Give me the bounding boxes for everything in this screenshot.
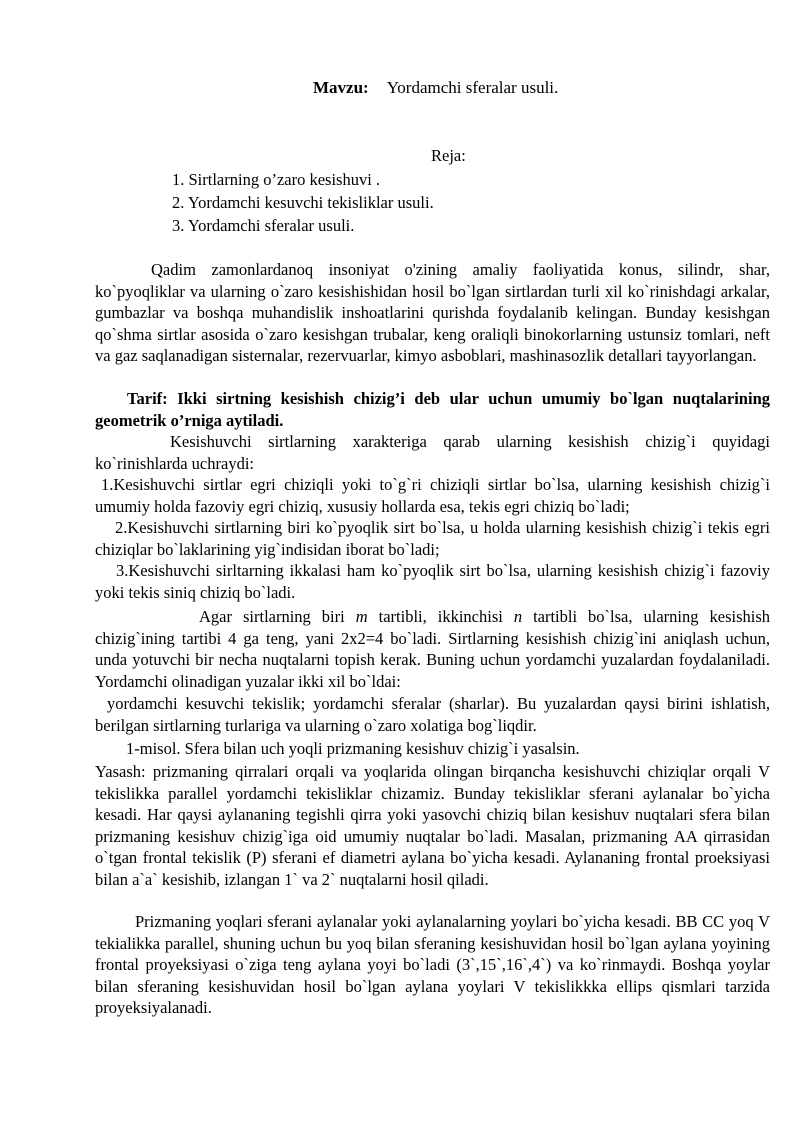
plan-heading: Reja: (431, 146, 466, 165)
title-text: Yordamchi sferalar usuli. (386, 78, 559, 97)
example-heading: 1-misol. Sfera bilan uch yoqli prizmaning kesishuv chizig`i yasalsin. (126, 739, 580, 758)
order-text-a: Agar sirtlarning biri (199, 607, 356, 626)
intro-paragraph: Qadim zamonlardanoq insoniyat o'zining amaliy faoliyatida konus, silindr, shar, ko`pyoqliklar va ularning o`zaro kesishishidan hosil bo`lgan sirtlardan turli xil ko`rinishdagi arkalar, gumbazlar va boshqa muhandislik inshoatlarini qurishda foydalanib kelingan. Bunday kesishgan qo`shma sirtlar asosida o`zaro kesishgan trubalar, keng oraliqli binokorlarning ustunsiz tomlari, neft va gaz saqlanadigan sisternalar, rezervuarlar, kimyo asboblari, mashinasozlik detallari tayyorlangan. (95, 260, 770, 366)
order-paragraph (95, 606, 770, 692)
solution-paragraph: Yasash: prizmaning qirralari orqali va yoqlarida olingan birqancha kesishuvchi chiziqlar orqali V tekislikka parallel yordamchi tekisliklar chizamiz. Bunday tekisliklar sferani aylanalar bo`yicha kesadi. Har qaysi aylananing tegishli qirra yoki yasovchi chiziq bilan kesishuv nuqtalari sfera bilan prizmaning kesishuv chizig`iga oid umumiy nuqtalar bo`ladi. Masalan, prizmaning AA qirrasidan o`tgan frontal tekislik (P) sferani ef diametri aylana bo`yicha kesadi. Aylananing frontal proeksiyasi bilan a`a` kesishib, izlangan 1` va 2` nuqtalarni hosil qiladi. (95, 762, 770, 889)
title-label: Mavzu: (313, 78, 369, 97)
definition-paragraph: Tarif: Ikki sirtning kesishish chizig’i deb ular uchun umumiy bo`lgan nuqtalarining geometrik o’rniga aytiladi. (95, 389, 770, 430)
faces-paragraph: Prizmaning yoqlari sferani aylanalar yoki aylanalarning yoylari bo`yicha kesadi. BB CC yoq V tekialikka parallel, shuning uchun bu yoq bilan sferaning kesishuvidan hosil bo`lgan aylana yoyining frontal proyeksiyasi o`ziga teng aylana yoyi bo`ladi (3`,15`,16`,4`) va ko`rinmaydi. Boshqa yoylar bilan sferaning kesishuvidan hosil bo`lgan aylana yoylari V tekislikkka ellips qismlari tarzida proyeksiyalanadi. (95, 912, 770, 1018)
order-n: n (513, 607, 523, 626)
case-1-paragraph: 1.Kesishuvchi sirtlar egri chiziqli yoki to`g`ri chiziqli sirtlar bo`lsa, ularning kesishish chizig`i umumiy holda fazoviy egri chiziq, xususiy hollarda esa, tekis egri chiziq bo`ladi; (95, 475, 770, 516)
plan-item: 3. Yordamchi sferalar usuli. (172, 216, 355, 235)
case-3-paragraph: 3.Kesishuvchi sirltarning ikkalasi ham ko`pyoqlik sirt bo`lsa, ularning kesishish chizig`i fazoviy yoki tekis siniq chiziq bo`ladi. (95, 561, 770, 602)
order-m: m (355, 607, 368, 626)
types-intro-paragraph: Kesishuvchi sirtlarning xarakteriga qarab ularning kesishish chizig`i quyidagi ko`rinishlarda uchraydi: (95, 432, 770, 473)
document-title (313, 77, 558, 99)
order-text-c: tartibli bo`lsa, ularning kesishish chizig`ining tartibi 4 ga teng, yani 2x2=4 bo`ladi. Sirtlarning kesishish chizig`ini aniqlash uchun, unda yotuvchi bir necha nuqtalarni topish kerak. Buning uchun yordamchi yuzalardan foydalaniladi. Yordamchi olinadigan yuzalar ikki xil bo`ldai: (95, 607, 770, 691)
auxiliary-surfaces-paragraph: yordamchi kesuvchi tekislik; yordamchi sferalar (sharlar). Bu yuzalardan qaysi birini ishlatish, berilgan sirtlarning turlariga va ularning o`zaro xolatiga bog`liqdir. (95, 694, 770, 735)
case-2-paragraph: 2.Kesishuvchi sirtlarning biri ko`pyoqlik sirt bo`lsa, u holda ularning kesishish chizig`i tekis egri chiziqlar bo`laklarining yig`indisidan iborat bo`ladi; (95, 518, 770, 559)
order-text-b: tartibli, ikkinchisi (367, 607, 514, 626)
plan-item: 2. Yordamchi kesuvchi tekisliklar usuli. (172, 193, 434, 212)
plan-item: 1. Sirtlarning o’zaro kesishuvi . (172, 170, 381, 189)
